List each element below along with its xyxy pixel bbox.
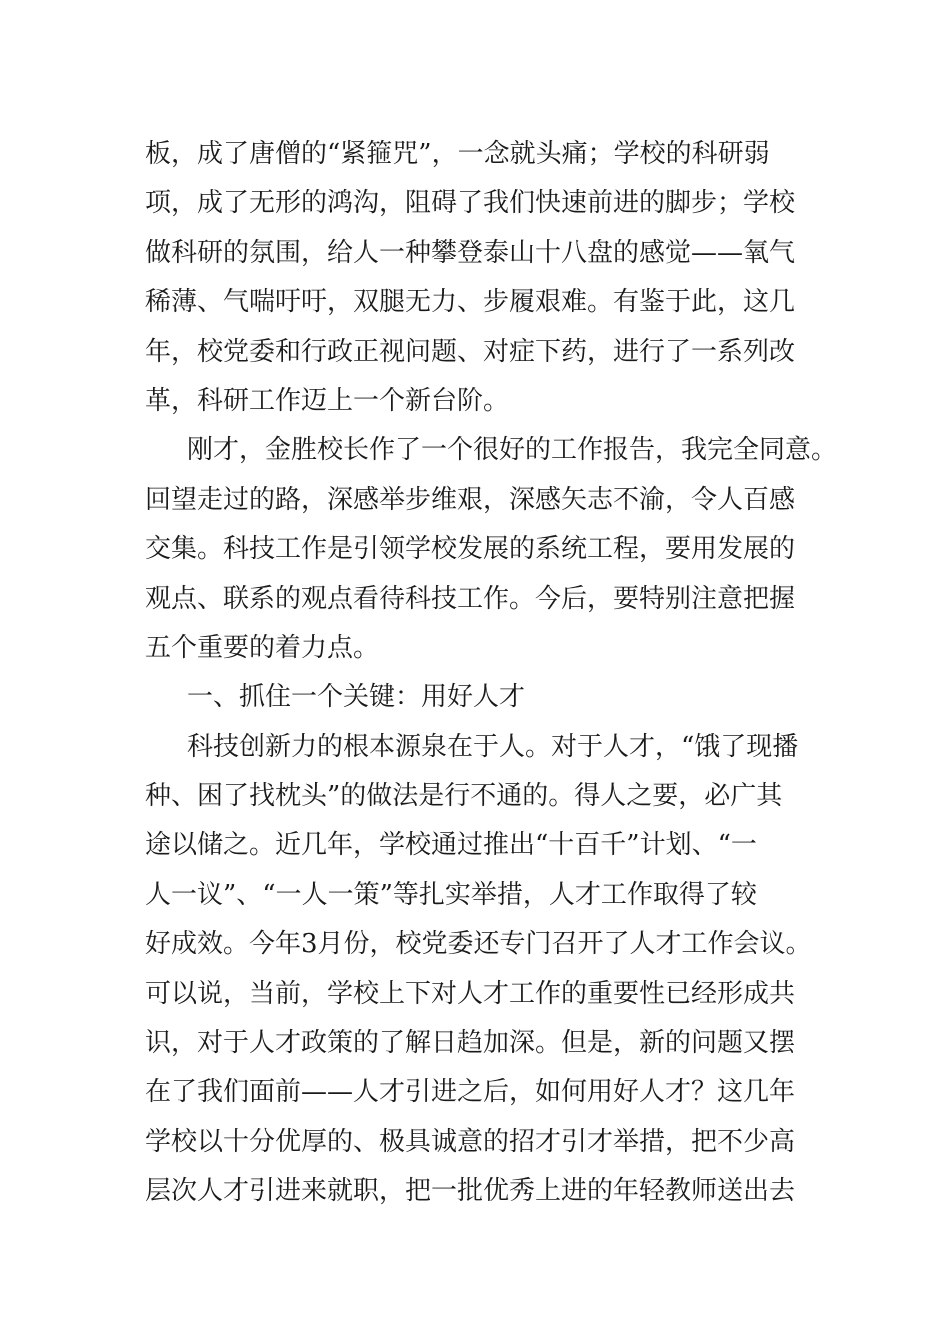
text-line: 观点、联系的观点看待科技工作。今后，要特别注意把握: [145, 583, 796, 614]
text-line: 种、困了找枕头”的做法是行不通的。得人之要，必广其: [145, 781, 783, 812]
text-line: 五个重要的着力点。: [145, 632, 380, 663]
text-line: 稀薄、气喘吁吁，双腿无力、步履艰难。有鉴于此，这几: [145, 287, 796, 318]
text-line: 识，对于人才政策的了解日趋加深。但是，新的问题又摆: [145, 1028, 796, 1059]
text-line: 层次人才引进来就职，把一批优秀上进的年轻教师送出去: [145, 1176, 796, 1207]
text-line: 革，科研工作迈上一个新台阶。: [145, 385, 510, 416]
text-line: 年，校党委和行政正视问题、对症下药，进行了一系列改: [145, 336, 796, 367]
paragraph-first-line: 科技创新力的根本源泉在于人。对于人才，“饿了现播: [187, 731, 799, 762]
text-line: 可以说，当前，学校上下对人才工作的重要性已经形成共: [145, 978, 796, 1009]
text-line: 板，成了唐僧的“紧箍咒”，一念就头痛；学校的科研弱: [145, 139, 770, 169]
text-line: 途以储之。近几年，学校通过推出“十百千”计划、“一: [145, 830, 757, 861]
section-heading: 一、抓住一个关键：用好人才: [187, 682, 526, 713]
paragraph-first-line: 刚才，金胜校长作了一个很好的工作报告，我完全同意。: [187, 435, 838, 466]
body-text: [145, 130, 838, 1217]
text-line: 学校以十分优厚的、极具诚意的招才引才举措，把不少高: [145, 1126, 796, 1157]
text-line: 交集。科技工作是引领学校发展的系统工程，要用发展的: [145, 534, 796, 565]
text-line: 好成效。今年3月份，校党委还专门召开了人才工作会议。: [145, 929, 812, 960]
text-line: 项，成了无形的鸿沟，阻碍了我们快速前进的脚步；学校: [145, 188, 796, 219]
text-line: 回望走过的路，深感举步维艰，深感矢志不渝，令人百感: [145, 484, 796, 515]
text-line: 做科研的氛围，给人一种攀登泰山十八盘的感觉——氧气: [145, 237, 796, 268]
text-line: 人一议”、“一人一策”等扎实举措，人才工作取得了较: [145, 879, 757, 910]
text-line: 在了我们面前——人才引进之后，如何用好人才？这几年: [145, 1077, 796, 1108]
